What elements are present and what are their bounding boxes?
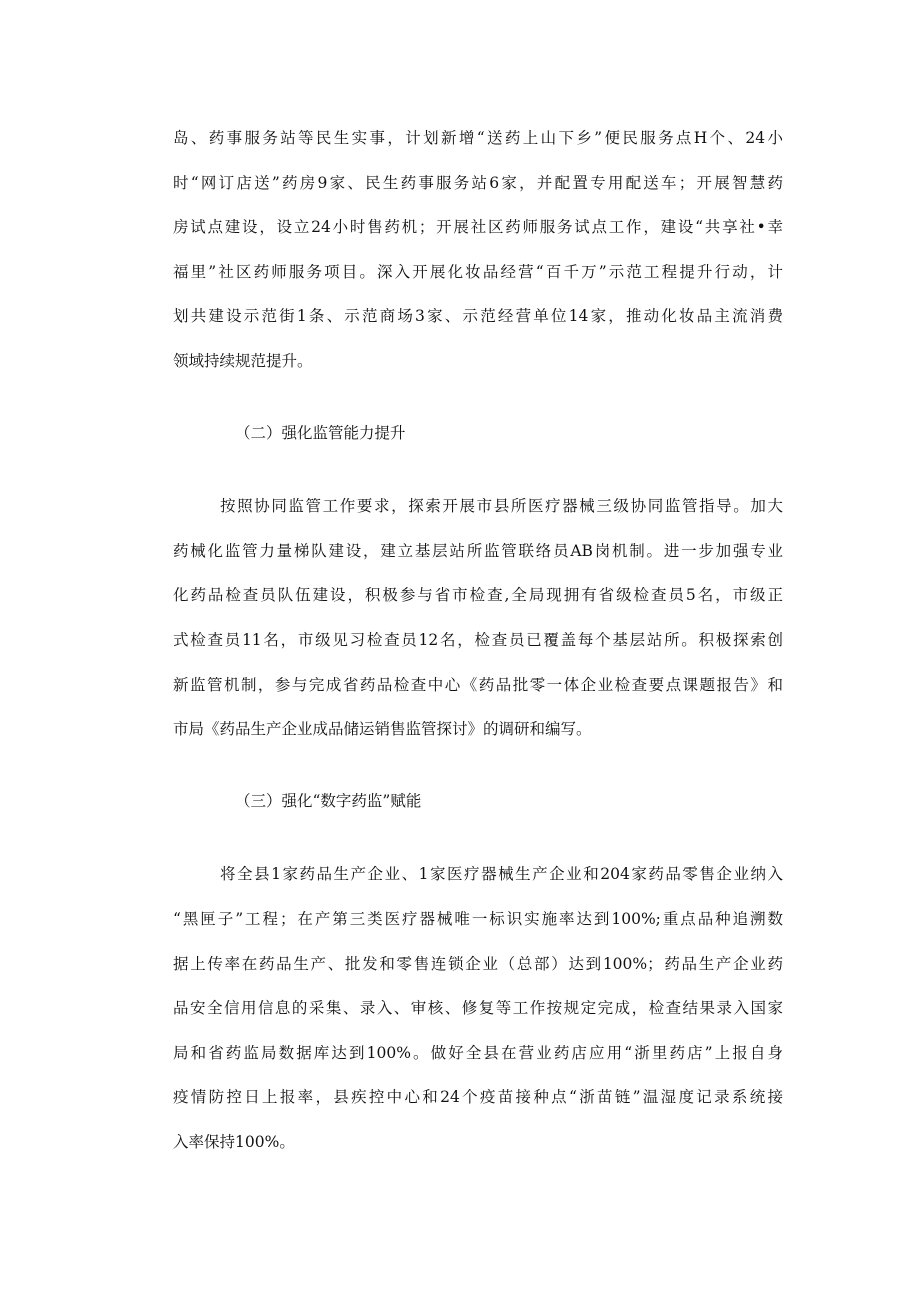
paragraph-line: 局和省药监局数据库达到100%。做好全县在营业药店应用“浙里药店”上报自身 [173, 1043, 783, 1062]
paragraph-line: 疫情防控日上报率，县疾控中心和24个疫苗接种点“浙苗链”温湿度记录系统接 [173, 1088, 783, 1107]
paragraph-line: 市局《药品生产企业成品储运销售监管探讨》的调研和编写。 [173, 720, 592, 739]
paragraph-line: 福里”社区药师服务项目。深入开展化妆品经营“百千万”示范工程提升行动，计 [173, 262, 783, 281]
paragraph-line: “黑匣子”工程；在产第三类医疗器械唯一标识实施率达到100%;重点品种追溯数 [173, 909, 783, 928]
paragraph-line: 据上传率在药品生产、批发和零售连锁企业（总部）达到100%；药品生产企业药 [173, 954, 783, 973]
paragraph-line: 品安全信用信息的采集、录入、审核、修复等工作按规定完成，检查结果录入国家 [173, 999, 783, 1018]
paragraph-line: 入率保持100%。 [173, 1132, 295, 1151]
document-body [173, 116, 783, 1164]
paragraph-line: 式检查员11名，市级见习检查员12名，检查员已覆盖每个基层站所。积极探索创 [173, 630, 783, 649]
paragraph-2 [173, 484, 783, 752]
section-heading-3: （三）强化“数字药监”赋能 [235, 791, 422, 810]
paragraph-line: 化药品检查员队伍建设，积极参与省市检查,全局现拥有省级检查员5名，市级正 [173, 586, 783, 605]
paragraph-line: 新监管机制，参与完成省药品检查中心《药品批零一体企业检查要点课题报告》和 [173, 675, 783, 694]
paragraph-line: 房试点建设，设立24小时售药机；开展社区药师服务试点工作，建设“共享社•幸 [173, 218, 783, 237]
section-heading-2: （二）强化监管能力提升 [235, 423, 406, 442]
paragraph-3 [173, 852, 783, 1164]
paragraph-line: 领域持续规范提升。 [173, 351, 313, 370]
paragraph-line: 岛、药事服务站等民生实事，计划新增“送药上山下乡”便民服务点H个、24小 [173, 129, 783, 147]
paragraph-line: 时“网订店送”药房9家、民生药事服务站6家，并配置专用配送车；开展智慧药 [173, 173, 783, 192]
paragraph-line: 划共建设示范街1条、示范商场3家、示范经营单位14家，推动化妆品主流消费 [173, 307, 783, 326]
paragraph-line: 将全县1家药品生产企业、1家医疗器械生产企业和204家药品零售企业纳入 [220, 865, 783, 884]
paragraph-line: 按照协同监管工作要求，探索开展市县所医疗器械三级协同监管指导。加大 [220, 497, 783, 516]
paragraph-line: 药械化监管力量梯队建设，建立基层站所监管联络员AB岗机制。进一步加强专业 [173, 541, 783, 560]
paragraph-1 [173, 116, 783, 384]
